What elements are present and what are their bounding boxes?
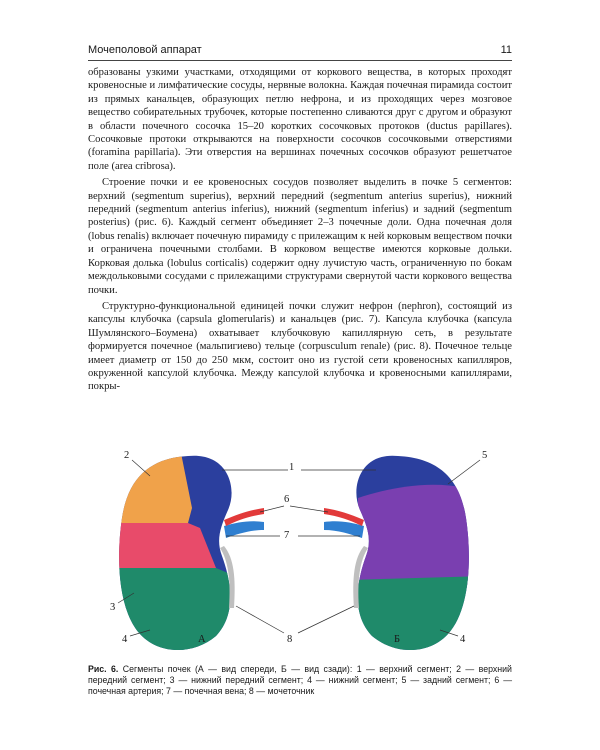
kidney-illustration	[88, 448, 512, 658]
figure-caption	[88, 664, 512, 698]
caption-text: Сегменты почек (А — вид спереди, Б — вид сзади): 1 — верхний сегмент; 2 — верхний передний сегмент; 3 — нижний передний сегмент; 4 — нижний сегмент; 5 — задний сегмент; 6 — почечная артерия; 7 — почечная вена; 8 — мочеточник	[88, 664, 512, 697]
figure-label-3: 3	[110, 602, 116, 613]
paragraph-2: Строение почки и ее кровеносных сосудов позволяет выделить в почке 5 сегментов: верхний (segmentum superius), верхний передний (segmentum anterius superius), нижний передний (segmentum anterius inferius), нижний (segmentum inferius) и задний (segmentum posterius) (рис. 6). Каждый сегмент объединяет 2–3 почечные доли. Одна почечная доля (lobus renalis) включает почечную пирамиду с прилежащим к ней корковым веществом почки и ограничена почечными столбами. В корковом веществе имеются корковые дольки. Корковая долька (lobulus corticalis) содержит одну лучистую часть, ограниченную по бокам междольковыми сосудами с прилежащими структурами свернутой части коркового вещества почки.	[88, 177, 512, 296]
paragraph-1: образованы узкими участками, отходящими от коркового вещества, в которых проходят кровеносные и лимфатические сосуды, нервные волокна. Каждая почечная пирамида состоит из прямых канальцев, образующих петлю нефрона, и из проходящих через мозговое вещество собирательных трубочек, которые постепенно сливаются друг с другом и образуют в области почечного сосочка 15–20 коротких сосочковых протоков (ductus papillares). Сосочковые протоки открываются на поверхности сосочков сосочковыми отверстиями (foramina papillaria). Эти отверстия на вершинах почечных сосочков образуют решетчатое поле (area cribrosa).	[88, 67, 512, 172]
figure-label-2: 2	[124, 450, 130, 461]
figure-label-5: 5	[482, 450, 488, 461]
page-number: 11	[500, 44, 512, 56]
body-text	[88, 66, 512, 394]
running-header	[88, 42, 512, 61]
segment-lower-front	[108, 568, 258, 658]
kidney-back	[328, 448, 508, 658]
segment-upper-anterior	[108, 448, 192, 523]
segment-posterior	[358, 485, 488, 588]
caption-label: Рис. 6.	[88, 664, 119, 674]
figure-label-4-a: 4	[122, 634, 128, 645]
header-title: Мочеполовой аппарат	[88, 44, 202, 56]
view-label-b: Б	[394, 634, 401, 645]
paragraph-3: Структурно-функциональной единицей почки служит нефрон (nephron), состоящий из капсулы клубочка (capsula glomerularis) и канальцев (рис. 7). Капсула клубочка (капсула Шумлянского–Боумена) охватывает клубочковую капиллярную сеть, в результате формируется почечное (мальпигиево) тельце (corpusculum renale) (рис. 8). Почечное тельце имеет диаметр от 150 до 250 мкм, состоит оно из густой сети кровеносных капилляров, окруженной капсулой клубочка. Между капсулой клубочка и кровеносными капиллярами, покры-	[88, 300, 512, 393]
figure-label-6: 6	[284, 494, 290, 505]
kidney-segments-figure	[88, 448, 512, 658]
segment-lower-back	[348, 576, 488, 658]
figure-label-8: 8	[287, 634, 293, 645]
segment-lower-anterior	[108, 523, 216, 568]
view-label-a: А	[198, 634, 206, 645]
figure-label-7: 7	[284, 530, 290, 541]
kidney-front	[88, 448, 268, 658]
figure-label-1: 1	[289, 462, 295, 473]
figure-label-4-b: 4	[460, 634, 466, 645]
